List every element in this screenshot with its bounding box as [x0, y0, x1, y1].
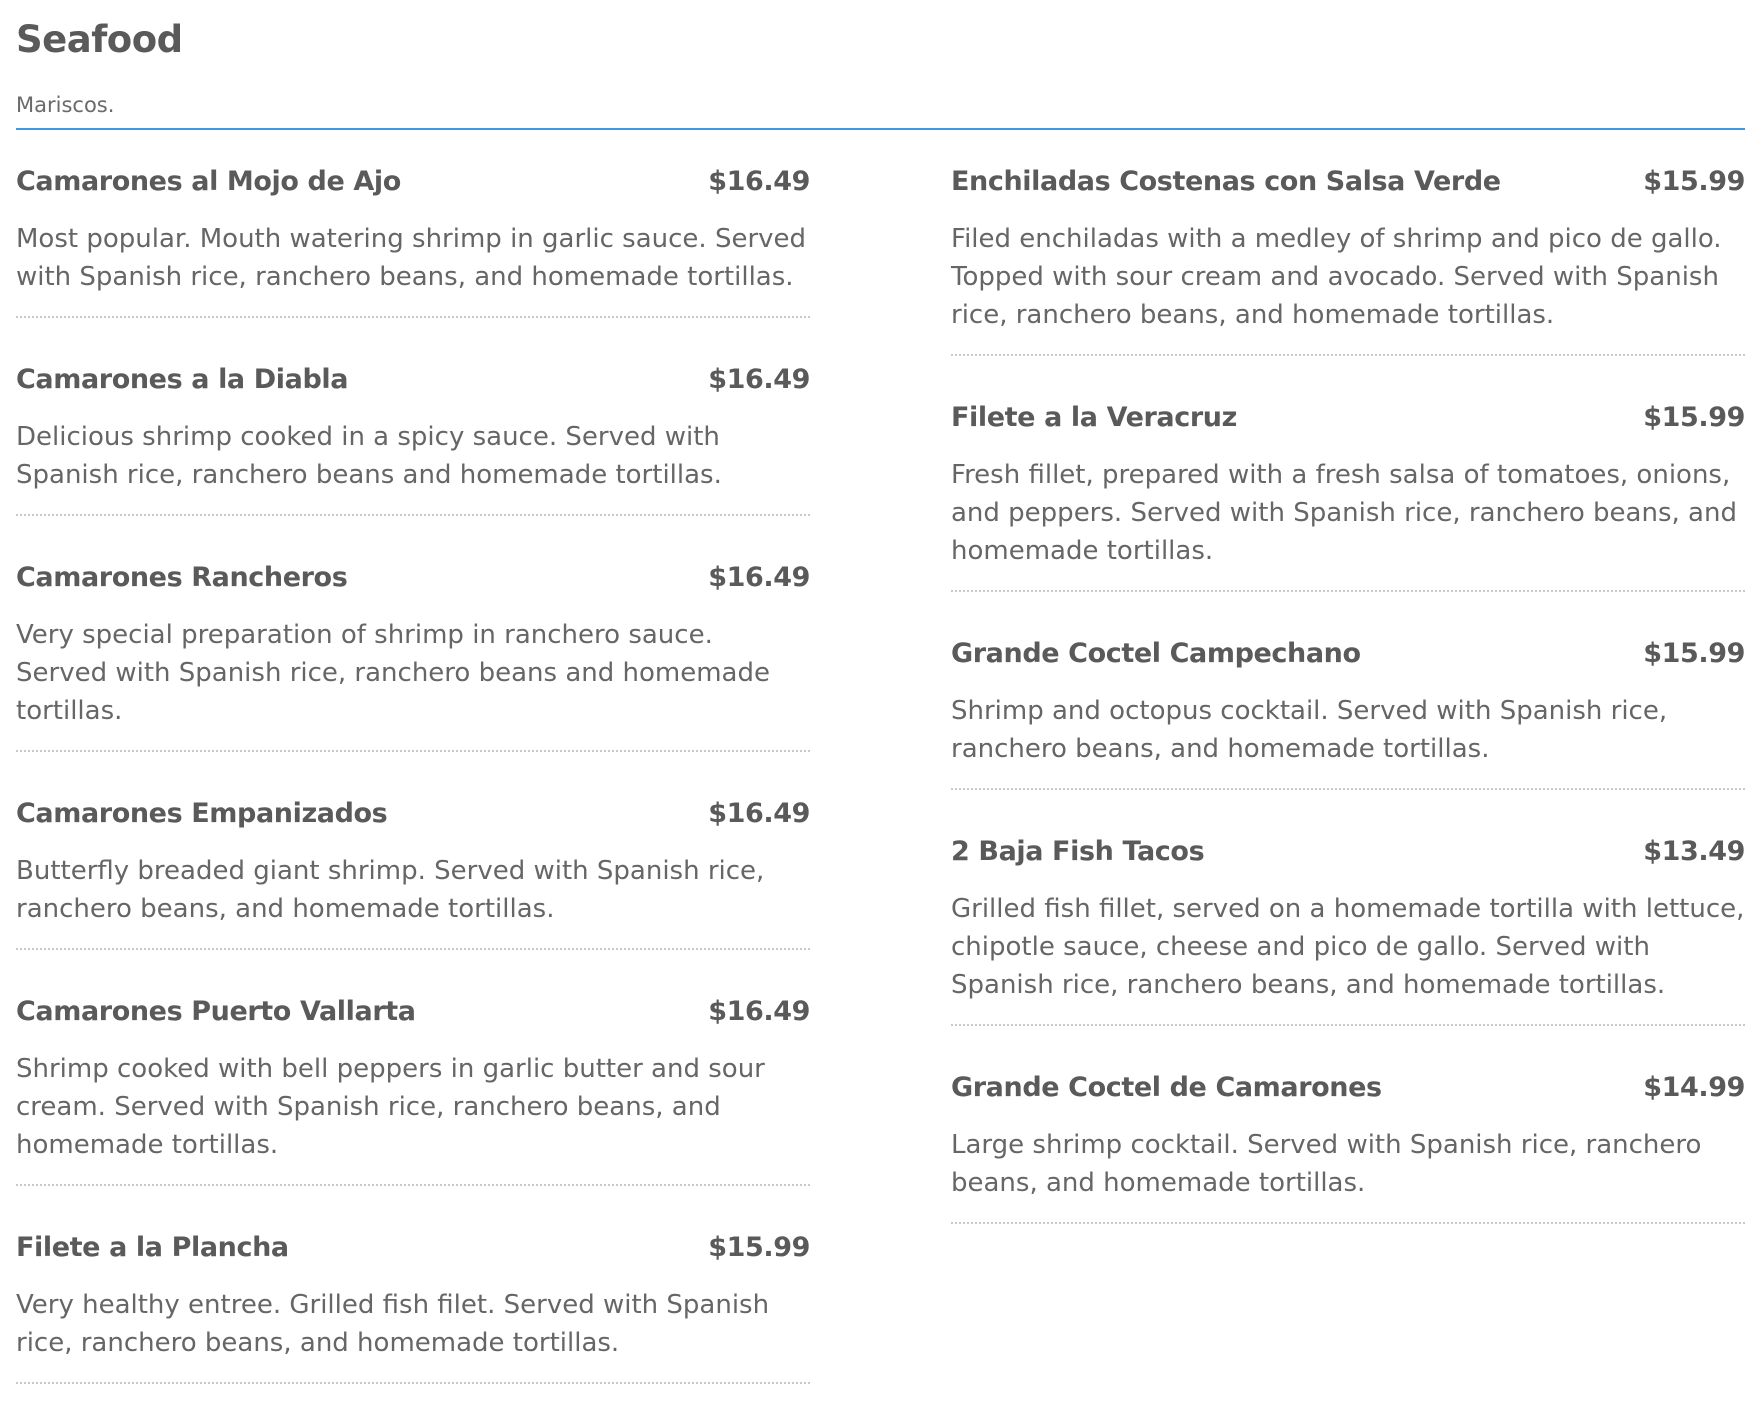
- menu-item-name: Grande Coctel de Camarones: [951, 1072, 1382, 1103]
- menu-item[interactable]: [951, 1056, 1745, 1224]
- menu-item-header: [16, 164, 810, 200]
- menu-item[interactable]: [16, 980, 810, 1186]
- menu-item-description: Filed enchiladas with a medley of shrimp and pico de gallo. Topped with sour cream and avocado. Served with Spanish rice, ranchero beans, and homemade tortillas.: [951, 224, 1722, 330]
- section-title: Seafood: [16, 18, 183, 61]
- menu-item-description: Delicious shrimp cooked in a spicy sauce. Served with Spanish rice, ranchero beans and homemade tortillas.: [16, 422, 722, 490]
- menu-item-price: $16.49: [708, 364, 810, 395]
- menu-item[interactable]: [16, 1216, 810, 1384]
- section-divider: [16, 128, 1745, 130]
- menu-item-name: Camarones Puerto Vallarta: [16, 996, 416, 1027]
- menu-item-header: [951, 400, 1745, 436]
- menu-item[interactable]: [16, 546, 810, 752]
- menu-item-header: [16, 362, 810, 398]
- menu-item-description: Very special preparation of shrimp in ranchero sauce. Served with Spanish rice, ranchero beans and homemade tortillas.: [16, 620, 770, 726]
- menu-item[interactable]: [951, 150, 1745, 356]
- menu-item-description: Shrimp and octopus cocktail. Served with Spanish rice, ranchero beans, and homemade tortillas.: [951, 696, 1668, 764]
- menu-column-left: [16, 150, 810, 1414]
- menu-item-price: $14.99: [1643, 1072, 1745, 1103]
- menu-item[interactable]: [16, 150, 810, 318]
- menu-item-description: Grilled fish fillet, served on a homemade tortilla with lettuce, chipotle sauce, cheese and pico de gallo. Served with Spanish rice, ranchero beans, and homemade tortillas.: [951, 894, 1745, 1000]
- menu-item-price: $16.49: [708, 562, 810, 593]
- menu-item-header: [951, 834, 1745, 870]
- menu-item[interactable]: [951, 386, 1745, 592]
- menu-item-name: Camarones Empanizados: [16, 798, 388, 829]
- menu-item-name: Enchiladas Costenas con Salsa Verde: [951, 166, 1501, 197]
- menu-item-description: Very healthy entree. Grilled fish filet. Served with Spanish rice, ranchero beans, and homemade tortillas.: [16, 1290, 770, 1358]
- menu-section: [16, 0, 1745, 130]
- menu-item-price: $15.99: [708, 1232, 810, 1263]
- menu-item-header: [16, 994, 810, 1030]
- menu-item-price: $16.49: [708, 996, 810, 1027]
- menu-item-price: $15.99: [1643, 402, 1745, 433]
- menu-item-description: Shrimp cooked with bell peppers in garlic butter and sour cream. Served with Spanish rice, ranchero beans, and homemade tortillas.: [16, 1054, 765, 1160]
- menu-item-description: Butterfly breaded giant shrimp. Served with Spanish rice, ranchero beans, and homemade tortillas.: [16, 856, 765, 924]
- menu-item[interactable]: [16, 348, 810, 516]
- menu-item-name: Camarones Rancheros: [16, 562, 348, 593]
- section-subtitle: Mariscos.: [16, 93, 115, 117]
- menu-item-name: Camarones al Mojo de Ajo: [16, 166, 401, 197]
- menu-item-header: [951, 636, 1745, 672]
- menu-item[interactable]: [16, 782, 810, 950]
- menu-item-name: Camarones a la Diabla: [16, 364, 349, 395]
- menu-item-name: Filete a la Plancha: [16, 1232, 289, 1263]
- menu-item-price: $15.99: [1643, 638, 1745, 669]
- menu-item-header: [951, 1070, 1745, 1106]
- menu-column-right: [951, 150, 1745, 1254]
- menu-item-description: Most popular. Mouth watering shrimp in garlic sauce. Served with Spanish rice, ranchero beans, and homemade tortillas.: [16, 224, 807, 292]
- menu-item[interactable]: [951, 622, 1745, 790]
- menu-item-description: Large shrimp cocktail. Served with Spanish rice, ranchero beans, and homemade tortillas.: [951, 1130, 1702, 1198]
- menu-item-name: 2 Baja Fish Tacos: [951, 836, 1205, 867]
- menu-item-price: $13.49: [1643, 836, 1745, 867]
- menu-item-header: [16, 560, 810, 596]
- menu-item-price: $16.49: [708, 166, 810, 197]
- menu-item-header: [16, 1230, 810, 1266]
- menu-item-header: [951, 164, 1745, 200]
- menu-item-description: Fresh fillet, prepared with a fresh salsa of tomatoes, onions, and peppers. Served with Spanish rice, ranchero beans, and homemade tortillas.: [951, 460, 1737, 566]
- menu-item-header: [16, 796, 810, 832]
- menu-item[interactable]: [951, 820, 1745, 1026]
- menu-item-price: $16.49: [708, 798, 810, 829]
- menu-item-name: Grande Coctel Campechano: [951, 638, 1361, 669]
- menu-item-price: $15.99: [1643, 166, 1745, 197]
- menu-item-name: Filete a la Veracruz: [951, 402, 1237, 433]
